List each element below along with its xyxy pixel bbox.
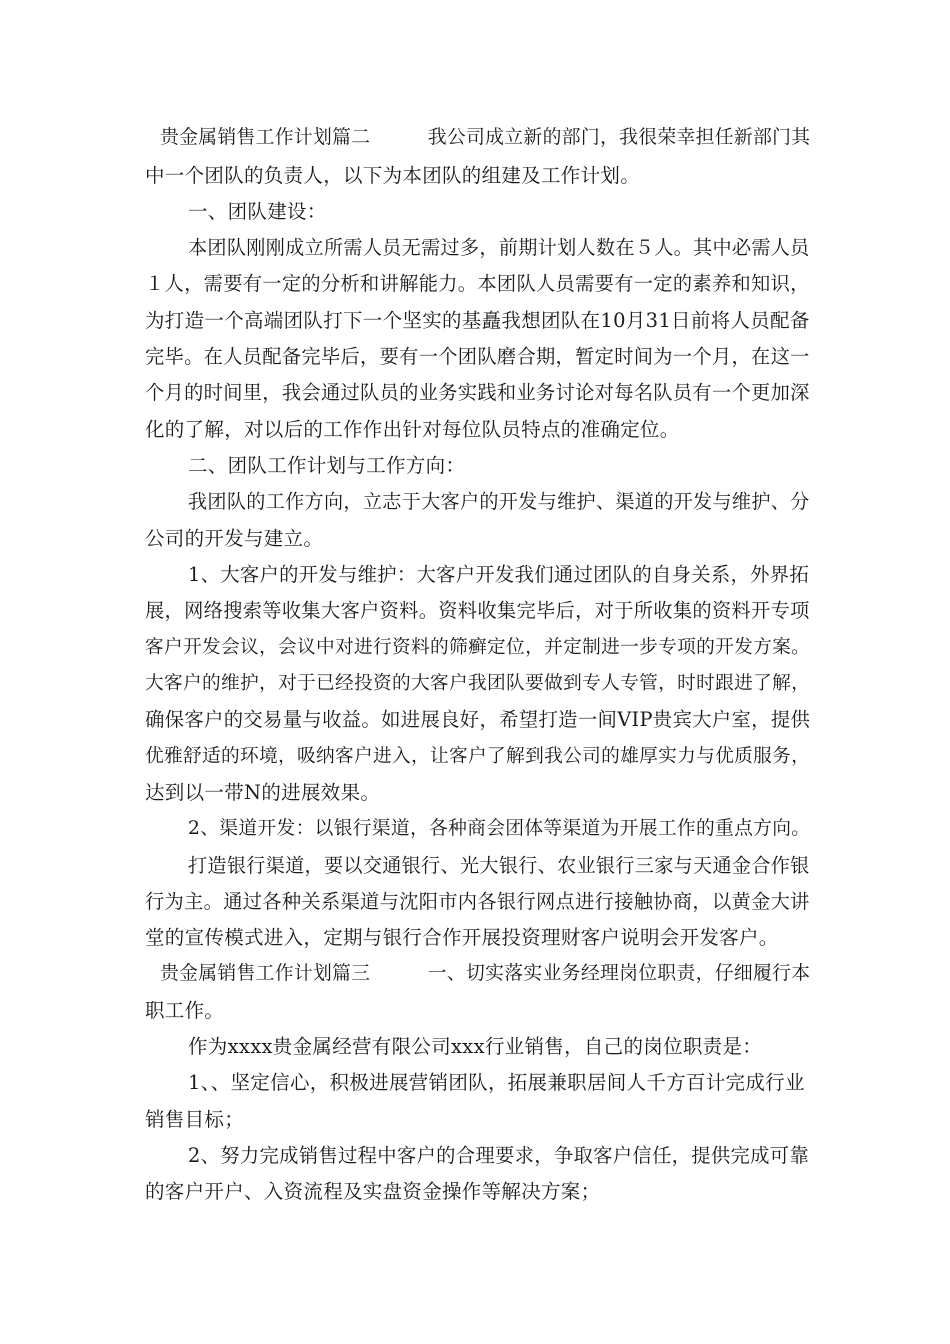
paragraph-line: 优雅舒适的环境，吸纳客户进入，让客户了解到我公司的雄厚实力与优质服务， — [145, 746, 811, 767]
paragraph-line: 销售目标； — [145, 1108, 245, 1131]
paragraph-line: 完毕。在人员配备完毕后，要有一个团队磨合期，暂定时间为一个月，在这一 — [145, 345, 810, 368]
paragraph-line: 客户开发会议，会议中对进行资料的筛癣定位，并定制进一步专项的开发方案。 — [145, 637, 811, 658]
paragraph-line: 的客户开户、入资流程及实盘资金操作等解决方案； — [145, 1180, 601, 1203]
paragraph-line: 2、努力完成销售过程中客户的合理要求，争取客户信任，提供完成可靠 — [188, 1144, 810, 1167]
paragraph-line: １人，需要有一定的分析和讲解能力。本团队人员需要有一定的素养和知识， — [145, 272, 810, 295]
paragraph-line: 行为主。通过各种关系渠道与沈阳市内各银行网点进行接触协商，以黄金大讲 — [145, 890, 810, 913]
paragraph-line: 中一个团队的负责人，以下为本团队的组建及工作计划。 — [145, 164, 641, 187]
paragraph-line: 2、渠道开发：以银行渠道，各种商会团体等渠道为开展工作的重点方向。 — [188, 818, 811, 839]
paragraph-line: 确保客户的交易量与收益。如进展良好，希望打造一间VIP贵宾大户室，提供 — [145, 708, 811, 731]
paragraph-line: 我团队的工作方向，立志于大客户的开发与维护、渠道的开发与维护、分 — [188, 490, 810, 513]
paragraph-line: 化的了解，对以后的工作作出针对每位队员特点的准确定位。 — [145, 418, 680, 441]
paragraph-line: 展，网络搜索等收集大客户资料。资料收集完毕后，对于所收集的资料开专项 — [145, 599, 810, 622]
paragraph-line: 职工作。 — [145, 999, 225, 1022]
subheading-team-building: 一、团队建设： — [188, 200, 327, 223]
paragraph-line: 大客户的维护，对于已经投资的大客户我团队要做到专人专管，时时跟进了解， — [145, 673, 811, 694]
paragraph-line: 1、大客户的开发与维护：大客户开发我们通过团队的自身关系，外界拓 — [188, 563, 810, 586]
paragraph-line: 堂的宣传模式进入，定期与银行合作开展投资理财客户说明会开发客户。 — [145, 926, 779, 949]
paragraph-line: 个月的时间里，我会通过队员的业务实践和业务讨论对每名队员有一个更加深 — [145, 381, 810, 404]
section-heading-line: 贵金属销售工作计划篇二 我公司成立新的部门，我很荣幸担任新部门其 — [160, 127, 811, 148]
paragraph-line: 1、、坚定信心，积极进展营销团队，拓展兼职居间人千方百计完成行业 — [188, 1071, 805, 1094]
paragraph-line: 为打造一个高端团队打下一个坚实的基矗我想团队在10月31日前将人员配备 — [145, 309, 810, 332]
paragraph-line: 打造银行渠道，要以交通银行、光大银行、农业银行三家与天通金合作银 — [188, 854, 810, 877]
paragraph-line: 作为xxxx贵金属经营有限公司xxx行业销售，自己的岗位职责是： — [188, 1035, 763, 1058]
subheading-work-plan: 二、团队工作计划与工作方向： — [188, 454, 466, 477]
paragraph-line: 公司的开发与建立。 — [145, 527, 324, 550]
paragraph-line: 本团队刚刚成立所需人员无需过多，前期计划人数在５人。其中必需人员 — [188, 236, 810, 259]
section-heading-line: 贵金属销售工作计划篇三 一、切实落实业务经理岗位职责，仔细履行本 — [160, 963, 811, 984]
paragraph-line: 达到以一带N的进展效果。 — [145, 781, 381, 804]
